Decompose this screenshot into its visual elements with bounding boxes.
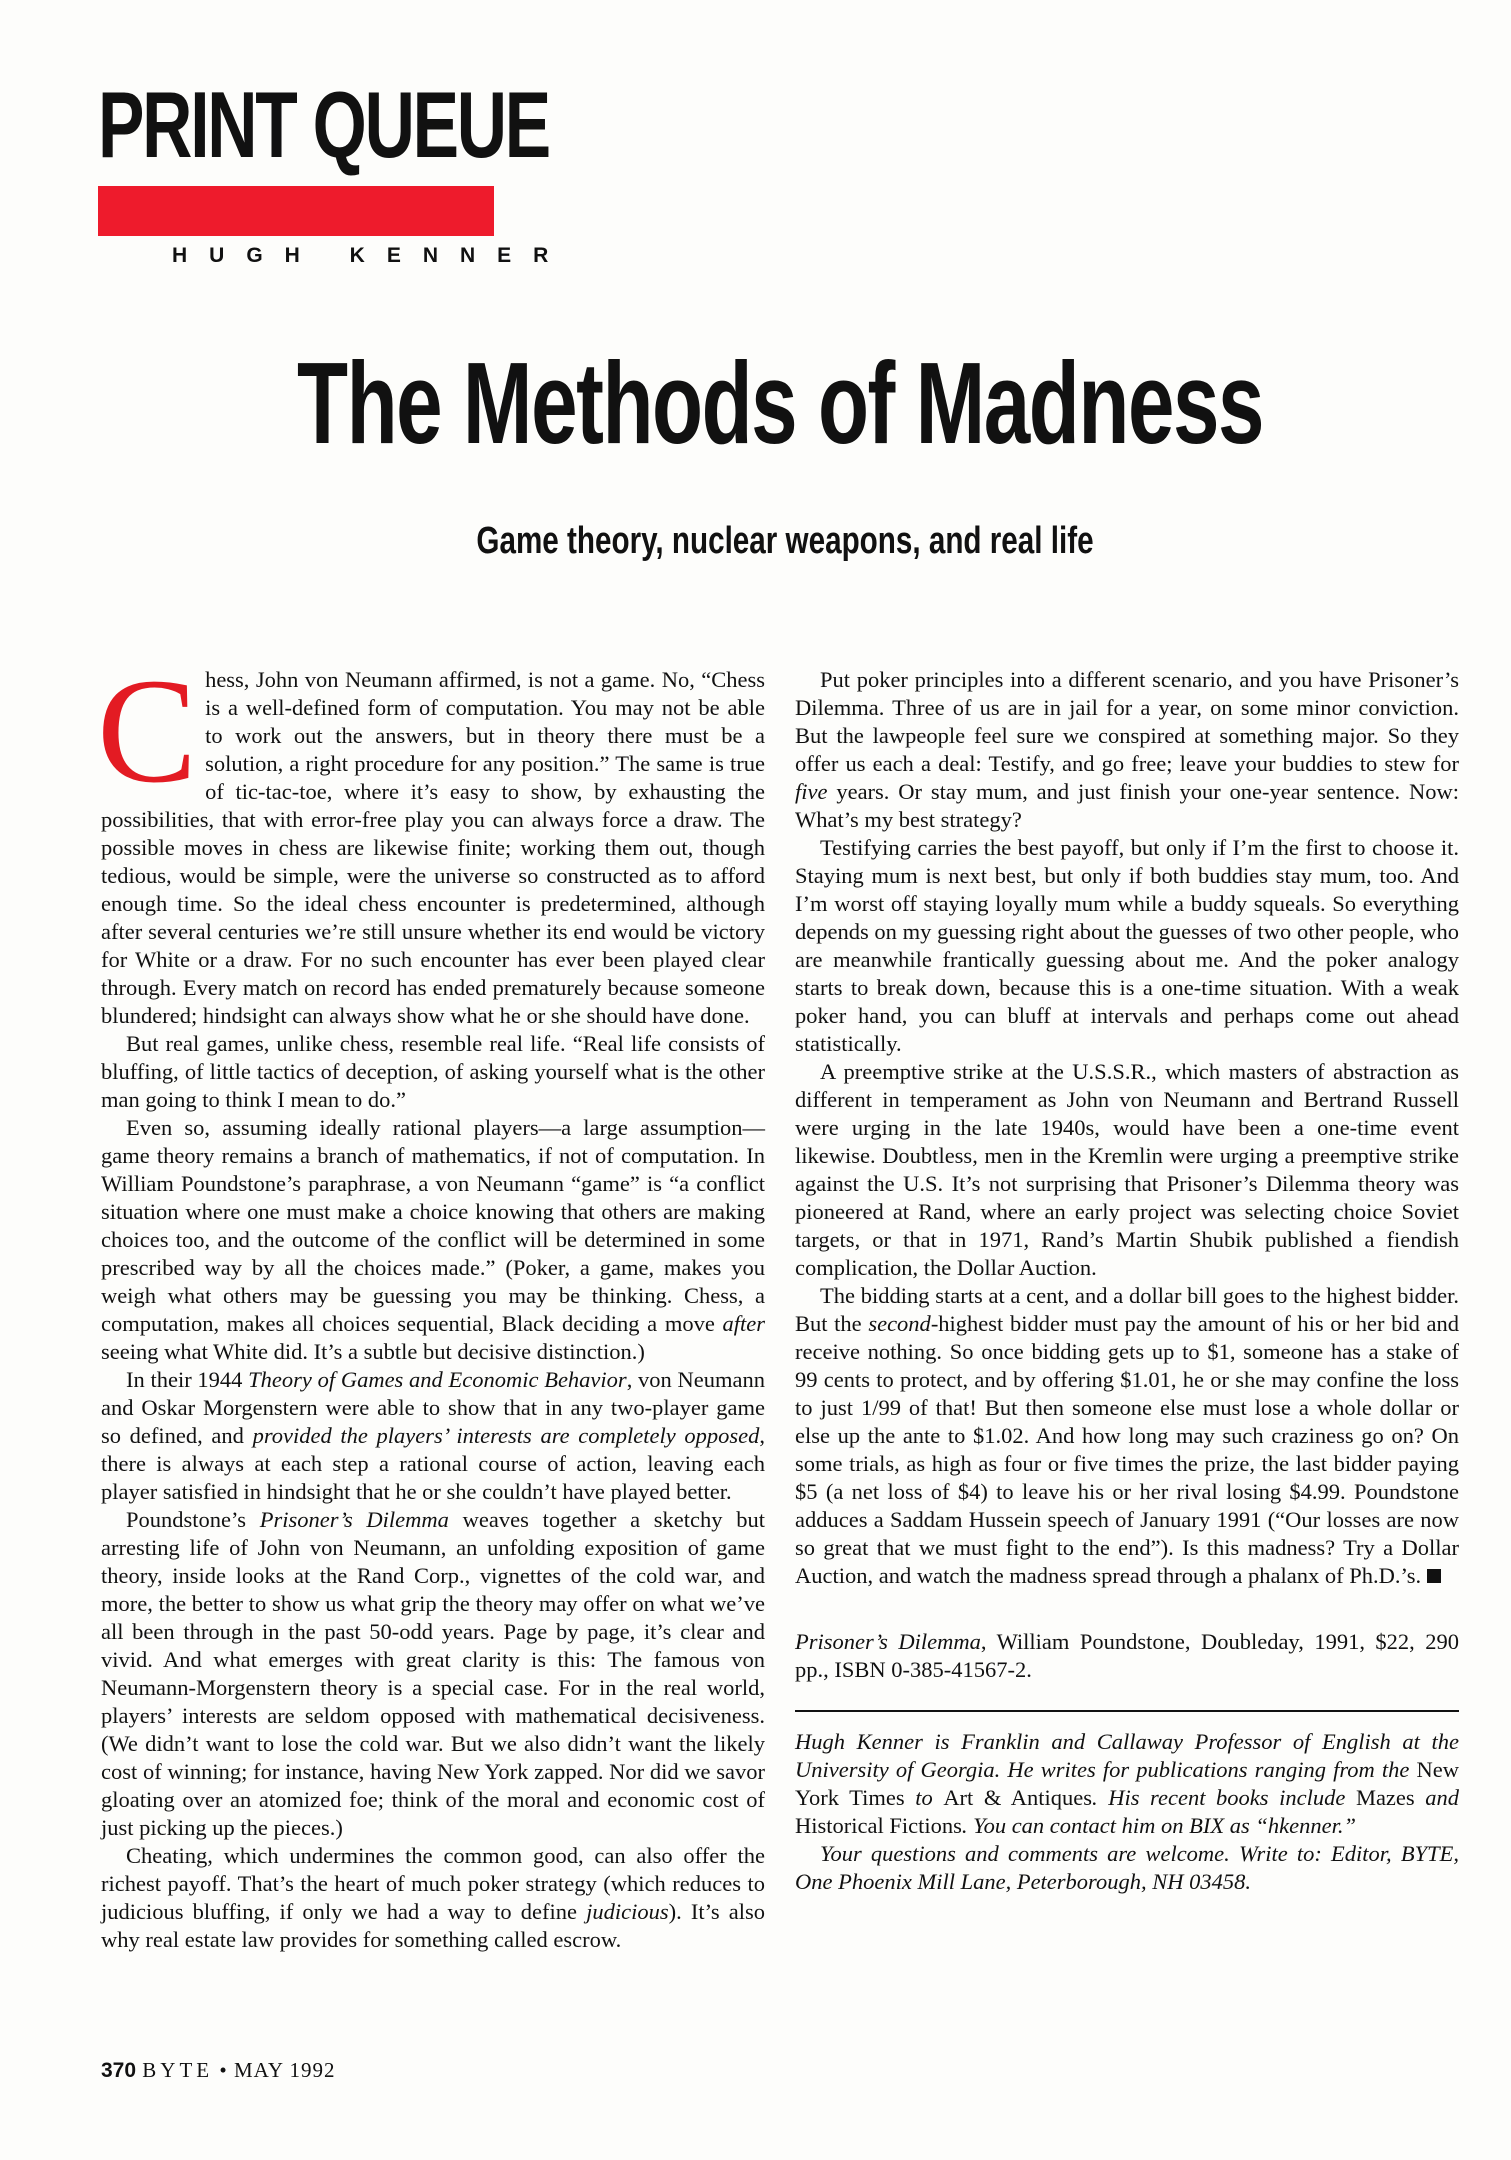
end-mark-icon — [1427, 1569, 1441, 1583]
paragraph-1: Chess, John von Neumann affirmed, is not a game. No, “Chess is a well-defined form of computation. You may not be able to work out the answers, but in theory there must be a solution, a right procedure for any position.” The same is true of tic-tac-toe, where it’s easy to show, by exhausting the possibilities, that with error-free play you can always force a draw. The possible moves in chess are likewise finite; working them out, though tedious, would be simple, were the universe so constructed as to afford enough time. So the ideal chess encounter is predetermined, although after several centuries we’re still unsure whether its end would be victory for White or a draw. For no such encounter has ever been played clear through. Every match on record has ended prematurely because someone blundered; hindsight can always show what he or she should have done. — [97, 648, 765, 1028]
page-footer — [101, 2058, 336, 2083]
column-kicker: PRINT QUEUE — [98, 72, 549, 177]
left-column — [97, 648, 766, 1954]
footer-separator: • — [219, 2058, 228, 2082]
right-column — [795, 666, 1459, 1896]
magazine-name: BYTE — [142, 2058, 214, 2082]
author-bio — [795, 1728, 1459, 1896]
accent-bar — [98, 186, 494, 236]
paragraph-6: Cheating, which undermines the common good, can also offer the richest payoff. That’s the heart of much poker strategy (which reduces to judicious bluffing, if only we had a way to define judicious). It’s also why real estate law provides for something called escrow. — [101, 1843, 765, 1952]
book-info: Prisoner’s Dilemma, William Poundstone, Doubleday, 1991, $22, 290 pp., ISBN 0-385-41567-2. — [795, 1629, 1459, 1682]
drop-cap: C — [97, 648, 198, 814]
paragraph-10: The bidding starts at a cent, and a dollar bill goes to the highest bidder. But the second-highest bidder must pay the amount of his or her bid and receive nothing. So once bidding gets up to $1, someone has a stake of 99 cents to protect, and by offering $1.01, he or she may confine the loss to just 1/99 of that! But then someone else must lose a whole dollar or else up the ante to $1.02. And how long may such craziness go on? On some trials, as high as four or five times the prize, the last bidder paying $5 (a net loss of $4) to leave his or her rival losing $4.99. Poundstone adduces a Saddam Hussein speech of January 1991 (“Our losses are now so great that we must fight to the end”). Is this madness? Try a Dollar Auction, and watch the madness spread through a phalanx of Ph.D.’s. — [795, 1283, 1459, 1588]
paragraph-9: A preemptive strike at the U.S.S.R., which masters of abstraction as different in temperament as John von Neumann and Bertrand Russell were urging in the late 1940s, would have been a one-time event likewise. Doubtless, men in the Kremlin were urging a preemptive strike against the U.S. It’s not surprising that Prisoner’s Dilemma theory was pioneered at Rand, where an early project was selecting choice Soviet targets, or that in 1971, Rand’s Martin Shubik published a fiendish complication, the Dollar Auction. — [795, 1059, 1459, 1280]
paragraph-7: Put poker principles into a different scenario, and you have Prisoner’s Dilemma. Three of us are in jail for a year, on some minor conviction. But the lawpeople feel sure we conspired at something major. So they offer us each a deal: Testify, and go free; leave your buddies to stew for five years. Or stay mum, and just finish your one-year sentence. Now: What’s my best strategy? — [795, 667, 1459, 832]
divider — [795, 1710, 1459, 1712]
paragraph-8: Testifying carries the best payoff, but only if I’m the first to choose it. Staying mum is next best, but only if both buddies stay mum, too. And I’m worst off staying loyally mum while a buddy squeals. So everything depends on my guessing right about the guesses of two other people, who are meanwhile frantically guessing about me. And the poker analogy starts to break down, because this is a one-time situation. With a weak poker hand, you can bluff at intervals and perhaps come out ahead statistically. — [795, 835, 1459, 1056]
column-header — [98, 72, 707, 177]
bio-text: Hugh Kenner is Franklin and Callaway Professor of English at the University of Georgia. He writes for publications ranging from the New York Times to Art & Antiques. His recent books include Mazes and Historical Fictions. You can contact him on BIX as “hkenner.” — [795, 1729, 1460, 1838]
paragraph-2: But real games, unlike chess, resemble real life. “Real life consists of bluffing, of little tactics of deception, of asking yourself what is the other man going to think I mean to do.” — [101, 1031, 765, 1112]
contact-text: Your questions and comments are welcome. Write to: Editor, BYTE, One Phoenix Mill Lane, Peterborough, NH 03458. — [795, 1841, 1459, 1894]
paragraph-3: Even so, assuming ideally rational players—a large assumption—game theory remains a branch of mathematics, if not of computation. In William Poundstone’s paraphrase, a von Neumann “game” is “a conflict situation where one must make a choice knowing that others are making choices too, and the outcome of the conflict will be determined in some prescribed way by all the choices made.” (Poker, a game, makes you weigh what others may be guessing you may be thinking. Chess, a computation, makes all choices sequential, Black deciding a move after seeing what White did. It’s a subtle but decisive distinction.) — [101, 1115, 765, 1364]
issue-date: MAY 1992 — [233, 2058, 336, 2082]
paragraph-4: In their 1944 Theory of Games and Economic Behavior, von Neumann and Oskar Morgenstern were able to show that in any two-player game so defined, and provided the players’ interests are completely opposed, there is always at each step a rational course of action, leaving each player satisfied in hindsight that he or she couldn’t have played better. — [101, 1367, 765, 1504]
article-title: The Methods of Madness — [297, 338, 1263, 468]
page-number: 370 — [101, 2059, 137, 2082]
article-subtitle: Game theory, nuclear weapons, and real life — [476, 520, 1094, 562]
paragraph-5: Poundstone’s Prisoner’s Dilemma weaves together a sketchy but arresting life of John von Neumann, an unfolding exposition of game theory, inside looks at the Rand Corp., vignettes of the cold war, and more, the better to show us what grip the theory may offer on what we’ve all been through in the past 50-odd years. Page by page, it’s clear and vivid. And what emerges with great clarity is this: The famous von Neumann-Morgenstern theory is a special case. For in the real world, players’ interests are seldom opposed with mathematical decisiveness. (We didn’t want to lose the cold war. But we also didn’t want the likely cost of winning; for instance, having New York zapped. Nor did we savor gloating over an atomized foe; think of the moral and economic cost of just picking up the pieces.) — [101, 1507, 766, 1840]
author-byline: HUGH KENNER — [172, 244, 571, 267]
